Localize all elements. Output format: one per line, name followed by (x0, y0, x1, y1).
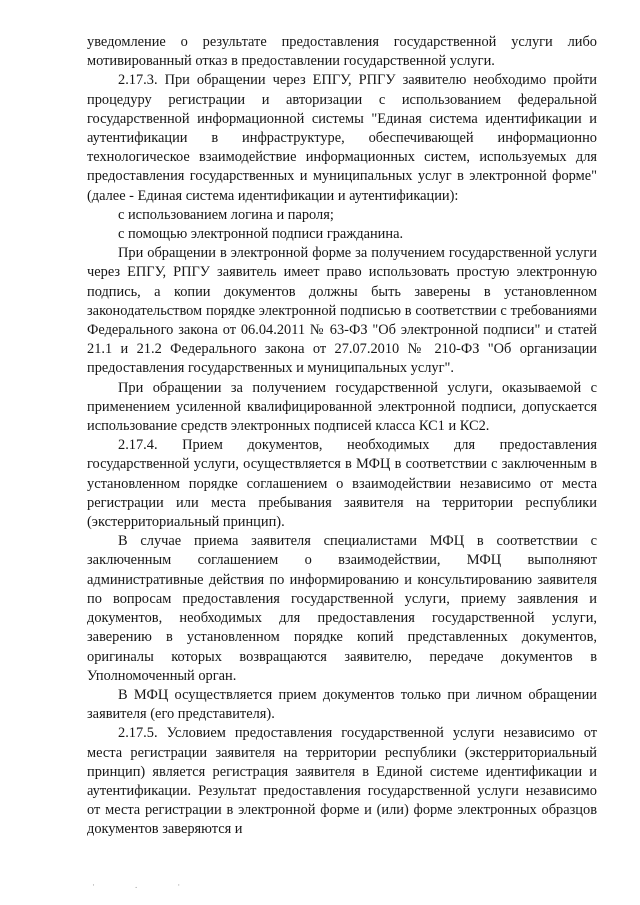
document-body (87, 33, 597, 840)
paragraph-2-17-4: 2.17.4. Прием документов, необходимых для предоставления государственной услуги, осуществляется в МФЦ в соответствии с заключенным в установленном порядке соглашением о взаимодействии независимо от места регистрации или места пребывания заявителя на территории республики (экстерриториальный принцип). (87, 437, 597, 531)
scan-artifacts: ·.· (92, 880, 221, 890)
paragraph-2-17-3: 2.17.3. При обращении через ЕПГУ, РПГУ заявителю необходимо пройти процедуру регистрации и авторизации с использованием федеральной государственной информационной системы "Единая система идентификации и аутентификации в инфраструктуре, обеспечивающей информационно технологическое взаимодействие информационных систем, используемых для предоставления государственных и муниципальных услуг в электронной форме" (далее - Единая система идентификации и аутентификации): (87, 72, 597, 204)
paragraph-electronic-form: При обращении в электронной форме за получением государственной услуги через ЕПГУ, РПГУ заявитель имеет право использовать простую электронную подпись, а копии документов должны быть заверены в установленном законодательством порядке электронной подписью в соответствии с требованиями Федерального закона от 06.04.2011 № 63-ФЗ "Об электронной подписи" и статей 21.1 и 21.2 Федерального закона от 27.07.2010 № 210-ФЗ "Об организации предоставления государственных и муниципальных услуг". (87, 245, 597, 377)
paragraph-personal-appeal: В МФЦ осуществляется прием документов только при личном обращении заявителя (его представителя). (87, 686, 597, 723)
list-item-login-password: с использованием логина и пароля; (118, 206, 334, 223)
paragraph-qualified-signature: При обращении за получением государственной услуги, оказываемой с применением усиленной квалифицированной электронной подписи, допускается использование средств электронных подписей класса КС1 и КС2. (87, 379, 597, 435)
paragraph-2-17-5: 2.17.5. Условием предоставления государственной услуги независимо от места регистрации заявителя на территории республики (экстерриториальный принцип) является регистрация заявителя в Единой системе идентификации и аутентификации. Результат предоставления государственной услуги независимо от места регистрации в электронной форме и (или) форме электронных образцов документов заверяются и (87, 725, 597, 838)
paragraph-continuation: уведомление о результате предоставления государственной услуги либо мотивированный отказ в предоставлении государственной услуги. (87, 34, 597, 70)
list-item-electronic-signature: с помощью электронной подписи гражданина. (118, 226, 404, 243)
paragraph-mfc-reception: В случае приема заявителя специалистами МФЦ в соответствии с заключенным соглашением о взаимодействии, МФЦ выполняют административные действия по информированию и консультированию заявителя по вопросам предоставления государственной услуги, приему заявления и документов, необходимых для предоставления государственной услуги, заверению в установленном порядке копий представленных документов, оригиналы которых возвращаются заявителю, передаче документов в Уполномоченный орган. (87, 533, 597, 684)
